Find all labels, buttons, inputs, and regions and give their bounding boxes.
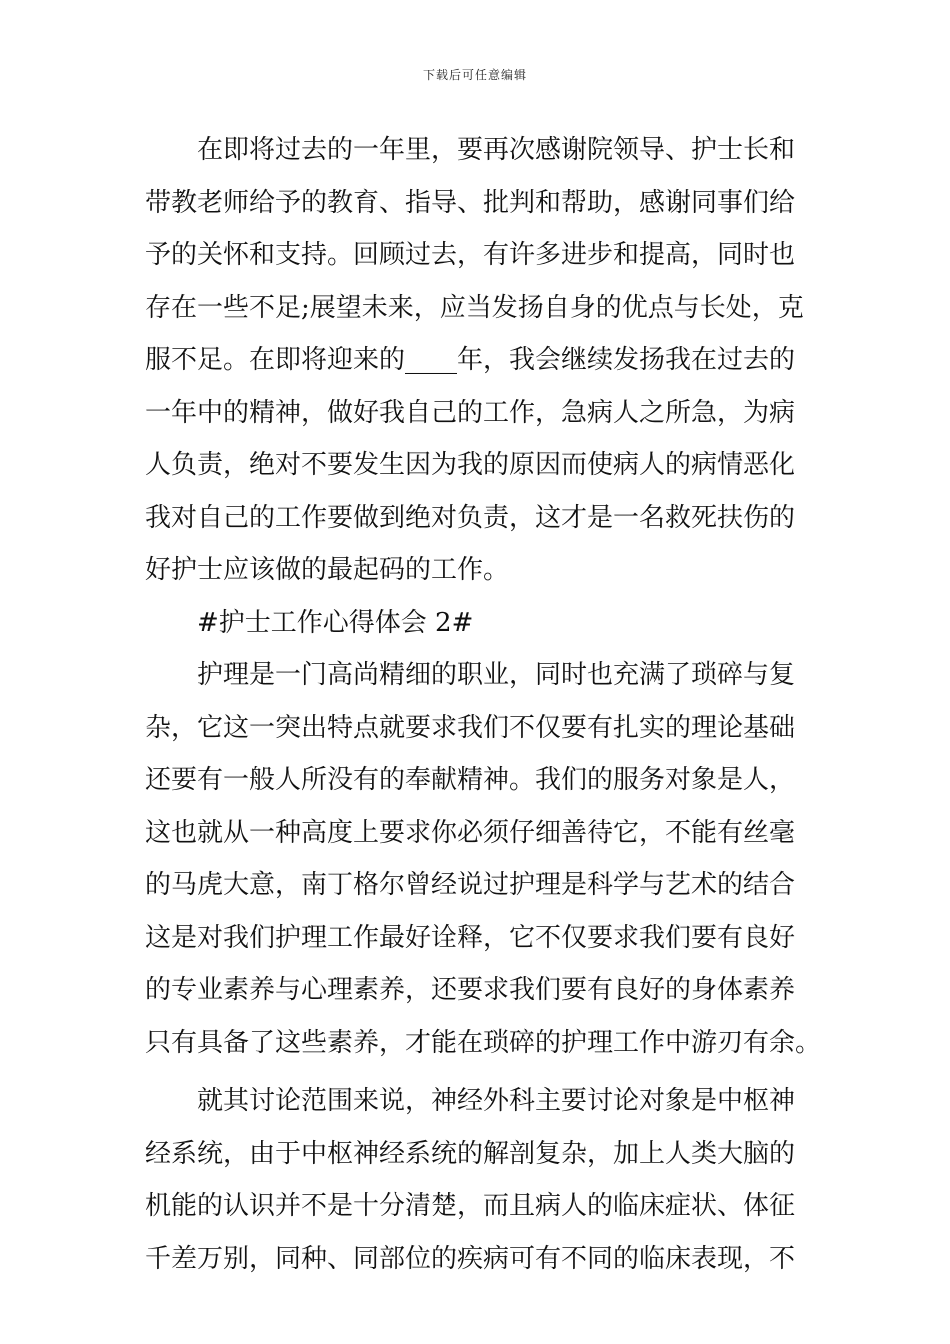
paragraph-2-line: 还要有一般人所没有的奉献精神。我们的服务对象是人， xyxy=(145,765,796,795)
paragraph-3-line: 经系统，由于中枢神经系统的解剖复杂，加上人类大脑的 xyxy=(145,1138,796,1169)
paragraph-2-line: 这是对我们护理工作最好诠释，它不仅要求我们要有良好 xyxy=(145,922,796,953)
paragraph-1-line: 带教老师给予的教育、指导、批判和帮助，感谢同事们给 xyxy=(145,187,796,218)
paragraph-3-line: 就其讨论范围来说，神经外科主要讨论对象是中枢神 xyxy=(197,1086,796,1116)
paragraph-2-line: 这也就从一种高度上要求你必须仔细善待它，不能有丝毫 xyxy=(145,817,796,848)
paragraph-2-line: 杂，它这一突出特点就要求我们不仅要有扎实的理论基础 xyxy=(145,712,796,743)
paragraph-1-line: 予的关怀和支持。回顾过去，有许多进步和提高，同时也 xyxy=(145,240,796,270)
paragraph-1-line: 存在一些不足;展望未来，应当发扬自身的优点与长处，克 xyxy=(145,292,804,323)
paragraph-3-line: 千差万别，同种、同部位的疾病可有不同的临床表现，不 xyxy=(145,1243,796,1274)
paragraph-2-line: 只有具备了这些素养，才能在琐碎的护理工作中游刃有余。 xyxy=(145,1027,822,1058)
paragraph-1-line: 在即将过去的一年里，要再次感谢院领导、护士长和 xyxy=(197,135,796,165)
paragraph-1-line: 人负责，绝对不要发生因为我的原因而使病人的病情恶化 xyxy=(145,450,796,480)
section-heading: #护士工作心得体会 2# xyxy=(197,607,474,638)
paragraph-2-line: 的专业素养与心理素养，还要求我们要有良好的身体素养 xyxy=(145,975,796,1005)
paragraph-1-line: 一年中的精神，做好我自己的工作，急病人之所急，为病 xyxy=(145,397,796,428)
paragraph-2-line: 护理是一门高尚精细的职业，同时也充满了琐碎与复 xyxy=(197,660,796,690)
paragraph-3-line: 机能的认识并不是十分清楚，而且病人的临床症状、体征 xyxy=(145,1191,796,1221)
document-body xyxy=(145,124,822,1285)
paragraph-1-line: 好护士应该做的最起码的工作。 xyxy=(145,555,510,585)
paragraph-1-line: 我对自己的工作要做到绝对负责，这才是一名救死扶伤的 xyxy=(145,502,796,533)
paragraph-1-line: 服不足。在即将迎来的____年，我会继续发扬我在过去的 xyxy=(145,345,796,375)
paragraph-2-line: 的马虎大意，南丁格尔曾经说过护理是科学与艺术的结合 xyxy=(145,870,796,900)
page-header-note: 下载后可任意编辑 xyxy=(422,68,527,82)
